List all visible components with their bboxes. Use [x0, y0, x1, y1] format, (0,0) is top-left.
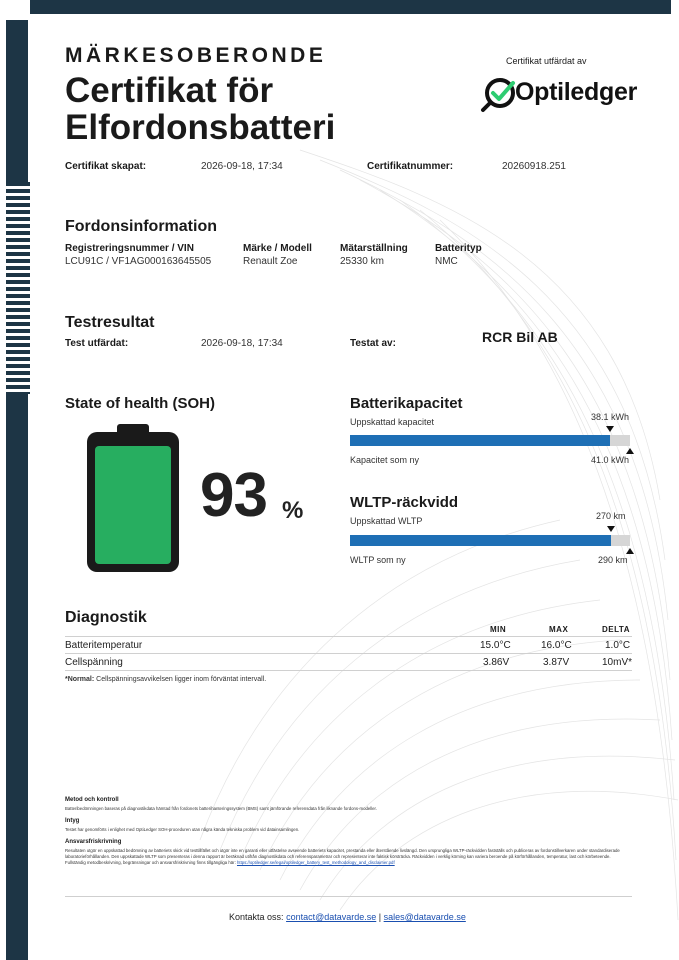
- contact-label: Kontakta oss:: [229, 912, 284, 922]
- title-line-1: Certifikat för: [65, 71, 274, 110]
- diag-row-min: 3.86V: [483, 657, 510, 668]
- diag-divider: [65, 653, 632, 654]
- issued-by-label: Certifikat utfärdat av: [506, 56, 587, 66]
- wltp-new-marker: [626, 548, 634, 554]
- reg-label: Registreringsnummer / VIN: [65, 243, 194, 254]
- diag-row-min: 15.0°C: [480, 640, 511, 651]
- title-line-2: Elfordonsbatteri: [65, 108, 336, 147]
- certificate-number-value: 20260918.251: [502, 161, 566, 172]
- cert-text: Testet har genomförts i enlighet med OptiLedger SOH-proceduren utan några kända tekniska problem vid datainsamlingen.: [65, 827, 300, 832]
- certificate-overline: MÄRKESOBERONDE: [65, 44, 327, 67]
- disclaimer-link[interactable]: https://optiledger.se/legal/optiledger_battery_test_methodology_and_disclaimer.pdf: [236, 860, 395, 865]
- disclaimer-title: Ansvarsfriskrivning: [65, 839, 122, 845]
- wltp-estimated-label: Uppskattad WLTP: [350, 516, 423, 526]
- wltp-new-value: 290 km: [598, 555, 628, 565]
- battery-type-label: Batterityp: [435, 243, 482, 254]
- diag-row-delta: 10mV*: [602, 657, 633, 668]
- diag-divider: [65, 670, 632, 671]
- wltp-title: WLTP-räckvidd: [350, 494, 459, 511]
- footer-divider: [65, 896, 632, 897]
- capacity-new-marker: [626, 448, 634, 454]
- capacity-new-label: Kapacitet som ny: [350, 455, 420, 465]
- certificate-number-label: Certifikatnummer:: [367, 161, 454, 172]
- diag-col-delta: DELTA: [602, 625, 630, 634]
- soh-unit: %: [282, 497, 304, 524]
- vehicle-section-title: Fordonsinformation: [65, 218, 217, 235]
- diag-row-delta: 1.0°C: [605, 640, 631, 651]
- page-title: [65, 72, 395, 146]
- left-accent-bar: [6, 20, 28, 960]
- cert-title: Intyg: [65, 818, 80, 824]
- capacity-estimated-value: 38.1 kWh: [591, 412, 630, 422]
- reg-value: LCU91C / VF1AG000163645505: [65, 256, 212, 267]
- tested-by-label: Testat av:: [350, 338, 396, 349]
- diag-col-max: MAX: [549, 625, 569, 634]
- soh-title: State of health (SOH): [65, 395, 216, 412]
- wltp-bar-fill: [350, 535, 611, 546]
- contact-email-link[interactable]: contact@datavarde.se: [286, 912, 377, 922]
- test-section-title: Testresultat: [65, 314, 155, 331]
- test-issued-value: 2026-09-18, 17:34: [201, 338, 283, 349]
- note-bold: *Normal:: [65, 676, 95, 683]
- diag-row-max: 3.87V: [543, 657, 570, 668]
- capacity-estimated-label: Uppskattad kapacitet: [350, 417, 435, 427]
- diagnostics-title: Diagnostik: [65, 609, 147, 626]
- wltp-estimated-value: 270 km: [596, 511, 626, 521]
- diag-row-name: Cellspänning: [65, 657, 123, 668]
- test-issued-label: Test utfärdat:: [65, 338, 129, 349]
- soh-value: 93: [200, 461, 267, 530]
- created-value: 2026-09-18, 17:34: [201, 161, 283, 172]
- tested-by-value: RCR Bil AB: [482, 329, 558, 345]
- footer-separator: |: [378, 912, 382, 922]
- footer-contact: [229, 912, 466, 922]
- make-label: Märke / Modell: [243, 243, 312, 254]
- odometer-value: 25330 km: [340, 256, 384, 267]
- optiledger-logo-text: Optiledger: [515, 78, 638, 106]
- diag-divider: [65, 636, 632, 637]
- left-stripe-pattern: [6, 182, 30, 394]
- disclaimer-block: [65, 848, 632, 866]
- battery-level-fill: [95, 446, 171, 564]
- diag-row-name: Batteritemperatur: [65, 640, 143, 651]
- disclaimer-text: Resultaten utgör en uppskattad bedömning av batteriets skick vid testtillfället och utgör inte en garanti eller utfästelse avseende batteriets kapacitet, prestanda eller återstående livslängd. Den ursprungliga WLTP-räckvidden fastställs och publiceras av fordonstillverkaren under standardiserade laboratorieförhållanden. Den uppskattade WLTP som presenteras i denna rapport är beräknad utifrån diagnostikdata och referensparametrar och representerar inte faktisk körsträcka. Räckvidden i verklig körning kan variera beroende på körförhållanden, temperatur, last och körbeteende. Fullständig metodbeskrivning, begränsningar och ansvarsfriskrivning finns tillgängliga här:: [65, 848, 620, 865]
- wltp-new-label: WLTP som ny: [350, 555, 406, 565]
- method-title: Metod och kontroll: [65, 797, 119, 803]
- method-text: Batteribedömningen baseras på diagnostikdata hämtad från fordonets batterihanteringssystem (BMS) samt jämförande referensdata från liknande fordons-modeller.: [65, 806, 377, 811]
- odometer-label: Mätarställning: [340, 243, 408, 254]
- capacity-title: Batterikapacitet: [350, 395, 463, 412]
- diag-row-max: 16.0°C: [541, 640, 572, 651]
- capacity-estimated-marker: [606, 426, 614, 432]
- diag-col-min: MIN: [490, 625, 507, 634]
- created-label: Certifikat skapat:: [65, 161, 147, 172]
- diagnostics-note: [65, 676, 266, 683]
- sales-email-link[interactable]: sales@datavarde.se: [383, 912, 466, 922]
- capacity-new-value: 41.0 kWh: [591, 455, 630, 465]
- make-value: Renault Zoe: [243, 256, 298, 267]
- capacity-bar-fill: [350, 435, 610, 446]
- wltp-estimated-marker: [607, 526, 615, 532]
- note-text: Cellspänningsavvikelsen ligger inom förväntat intervall.: [94, 676, 267, 683]
- battery-type-value: NMC: [435, 256, 458, 267]
- top-accent-bar: [30, 0, 671, 14]
